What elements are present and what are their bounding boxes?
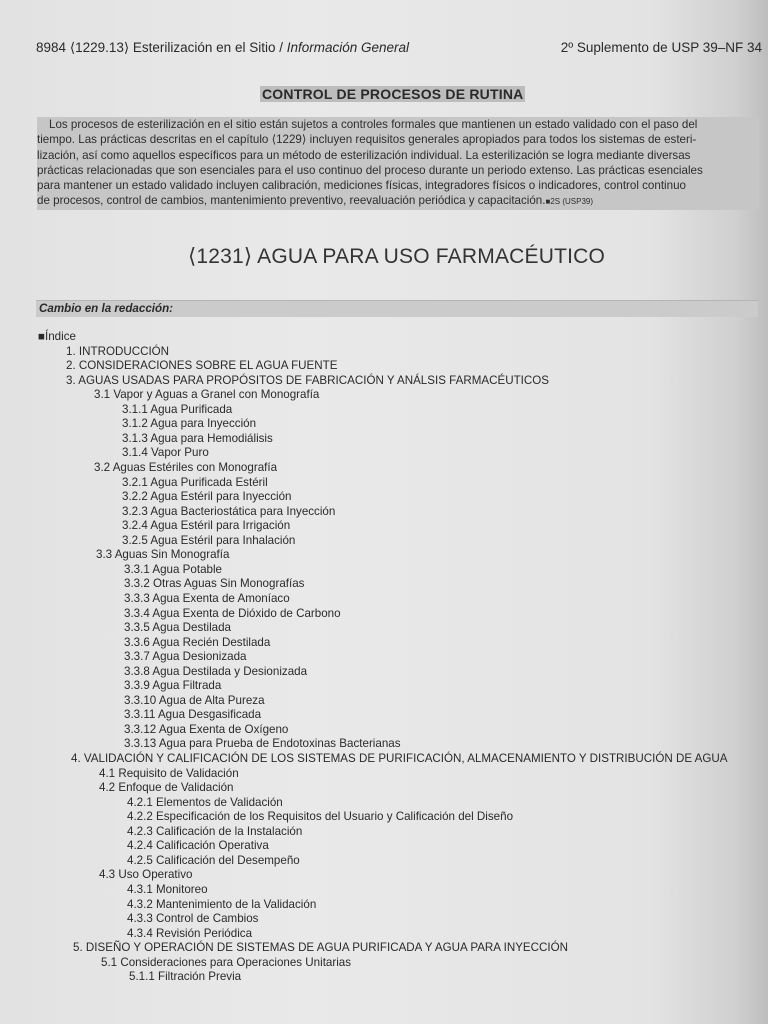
chapter-category: Información General xyxy=(286,40,410,55)
toc-subsection-item: 3.3.9 Agua Filtrada xyxy=(124,679,222,693)
toc-subsection-item: 3.3.7 Agua Desionizada xyxy=(124,650,247,664)
toc-subsection-item: 3.3.5 Agua Destilada xyxy=(124,621,231,635)
toc-chapter-item: 2. CONSIDERACIONES SOBRE EL AGUA FUENTE xyxy=(66,359,338,373)
chapter-reference: ⟨1229.13⟩ Esterilización en el Sitio / xyxy=(69,40,283,55)
toc-subsection-item: 3.2.4 Agua Estéril para Irrigación xyxy=(122,519,291,533)
toc-subsection-item: 3.1.3 Agua para Hemodiálisis xyxy=(122,431,273,445)
toc-section-item: 4.1 Requisito de Validación xyxy=(99,766,239,780)
toc-subsection-item: 4.3.3 Control de Cambios xyxy=(127,912,259,926)
toc-chapter-item: 4. VALIDACIÓN Y CALIFICACIÓN DE LOS SISTEMAS DE PURIFICACIÓN, ALMACENAMIENTO Y DISTRIBUCIÓN DE AGUA xyxy=(71,752,728,765)
running-header-left xyxy=(36,40,409,56)
toc-subsection-item: 3.2.2 Agua Estéril para Inyección xyxy=(122,490,292,504)
toc-subsection-item: 4.3.1 Monitoreo xyxy=(127,882,208,896)
chapter-title: ⟨1231⟩ AGUA PARA USO FARMACÉUTICO xyxy=(188,245,606,268)
page-number: 8984 xyxy=(36,40,67,55)
toc-subsection-item: 3.3.11 Agua Desgasificada xyxy=(124,708,262,722)
toc-chapter-item: 5. DISEÑO Y OPERACIÓN DE SISTEMAS DE AGUA PURIFICADA Y AGUA PARA INYECCIÓN xyxy=(73,941,569,955)
change-notice-label: Cambio en la redacción: xyxy=(39,302,174,315)
change-notice-bar xyxy=(36,300,758,317)
toc-subsection-item: 3.3.10 Agua de Alta Pureza xyxy=(124,693,265,707)
toc-subsection-item: 3.3.4 Agua Exenta de Dióxido de Carbono xyxy=(124,606,341,620)
toc-subsection-item: 4.2.4 Calificación Operativa xyxy=(127,839,269,853)
intro-line-last xyxy=(37,193,759,209)
toc-subsection-item: 3.3.3 Agua Exenta de Amoníaco xyxy=(124,591,290,605)
toc-chapter-item: 3. AGUAS USADAS PARA PROPÓSITOS DE FABRICACIÓN Y ANÁLSIS FARMACÉUTICOS xyxy=(66,373,549,387)
toc-subsection-item: 4.2.1 Elementos de Validación xyxy=(127,795,283,809)
toc-subsection-item: 3.2.1 Agua Purificada Estéril xyxy=(122,475,268,489)
toc-subsection-item: 4.2.5 Calificación del Desempeño xyxy=(127,853,300,867)
intro-paragraph xyxy=(37,117,759,210)
toc-section-item: 4.2 Enfoque de Validación xyxy=(99,781,234,795)
toc-subsection-item: 4.2.3 Calificación de la Instalación xyxy=(127,824,303,838)
running-header-right: 2º Suplemento de USP 39–NF 34 xyxy=(560,40,762,55)
toc-subsection-item: 4.3.2 Mantenimiento de la Validación xyxy=(127,897,317,911)
toc-subsection-item: 3.3.13 Agua para Prueba de Endotoxinas Bacterianas xyxy=(124,737,401,751)
revision-mark: ■2S (USP39) xyxy=(545,197,593,207)
intro-line-text: de procesos, control de cambios, mantenimiento preventivo, reevaluación periódica y capacitación. xyxy=(37,194,546,208)
toc-subsection-item: 3.1.4 Vapor Puro xyxy=(122,446,209,460)
toc-subsection-item: 3.2.3 Agua Bacteriostática para Inyección xyxy=(122,504,336,518)
toc-heading: ■Índice xyxy=(38,330,76,343)
toc-subsection-item: 3.3.2 Otras Aguas Sin Monografías xyxy=(124,577,305,591)
toc-chapter-item: 1. INTRODUCCIÓN xyxy=(66,344,170,358)
toc-subsection-item: 4.2.2 Especificación de los Requisitos del Usuario y Calificación del Diseño xyxy=(127,810,514,824)
section-title: CONTROL DE PROCESOS DE RUTINA xyxy=(262,86,524,102)
toc-section-item: 5.1 Consideraciones para Operaciones Unitarias xyxy=(101,955,352,969)
intro-line: prácticas relacionadas que son esenciales para el uso continuo del proceso durante un periodo extenso. Las prácticas esenciales xyxy=(37,163,703,177)
intro-line: Los procesos de esterilización en el sitio están sujetos a controles formales que mantienen un estado validado con el paso del xyxy=(49,118,698,131)
toc-subsection-item: 3.3.1 Agua Potable xyxy=(124,562,222,576)
toc-subsection-item: 4.3.4 Revisión Periódica xyxy=(127,926,253,940)
toc-subsection-item: 3.2.5 Agua Estéril para Inhalación xyxy=(122,533,296,547)
intro-line: lización, así como aquellos específicos para un método de esterilización individual. La esterilización se logra mediante diversas xyxy=(37,148,691,162)
toc-section-item: 3.3 Aguas Sin Monografía xyxy=(96,548,230,562)
toc-subsection-item: 5.1.1 Filtración Previa xyxy=(129,970,242,984)
toc-section-item: 3.1 Vapor y Aguas a Granel con Monografía xyxy=(94,388,320,402)
intro-line: para mantener un estado validado incluyen calibración, mediciones físicas, integradores físicos o indicadores, control continuo xyxy=(37,179,686,193)
toc-subsection-item: 3.1.1 Agua Purificada xyxy=(122,402,233,416)
toc-subsection-item: 3.1.2 Agua para Inyección xyxy=(122,417,257,431)
toc-section-item: 3.2 Aguas Estériles con Monografía xyxy=(94,461,278,474)
toc-subsection-item: 3.3.6 Agua Recién Destilada xyxy=(124,635,271,649)
toc-subsection-item: 3.3.8 Agua Destilada y Desionizada xyxy=(124,664,308,678)
toc-section-item: 4.3 Uso Operativo xyxy=(99,868,193,882)
toc-subsection-item: 3.3.12 Agua Exenta de Oxígeno xyxy=(124,722,289,736)
intro-line: tiempo. Las prácticas descritas en el capítulo ⟨1229⟩ incluyen requisitos generales apropiados para todos los sistemas de esteri- xyxy=(37,133,697,147)
